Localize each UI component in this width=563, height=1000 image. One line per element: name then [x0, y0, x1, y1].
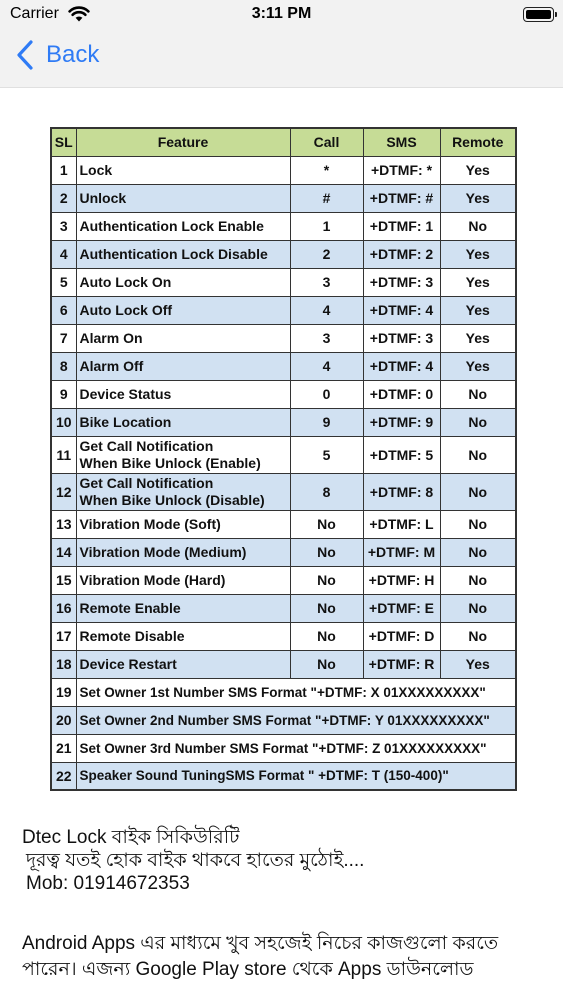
cell-feature: Remote Enable — [76, 594, 290, 622]
cell-remote: No — [440, 473, 516, 510]
cell-call: 9 — [290, 408, 363, 436]
feature-line-2: When Bike Unlock (Enable) — [79, 454, 261, 471]
cell-feature: Vibration Mode (Soft) — [76, 510, 290, 538]
cell-call: 5 — [290, 436, 363, 473]
cell-feature: Alarm On — [76, 324, 290, 352]
cell-remote: No — [440, 538, 516, 566]
cell-sms-format: Set Owner 3rd Number SMS Format "+DTMF: Z 01XXXXXXXXX" — [76, 734, 516, 762]
table-header-row — [51, 128, 516, 156]
cell-remote: No — [440, 212, 516, 240]
cell-sl: 17 — [51, 622, 76, 650]
cell-feature: Auto Lock On — [76, 268, 290, 296]
table-row — [51, 734, 516, 762]
back-button[interactable] — [14, 38, 99, 72]
cell-call: 8 — [290, 473, 363, 510]
carrier-label: Carrier — [10, 5, 59, 22]
cell-feature: Auto Lock Off — [76, 296, 290, 324]
cell-sl: 20 — [51, 706, 76, 734]
cell-sl: 21 — [51, 734, 76, 762]
table-row — [51, 240, 516, 268]
header-feature: Feature — [76, 128, 290, 156]
cell-remote: No — [440, 594, 516, 622]
cell-feature — [76, 473, 290, 510]
table-row — [51, 324, 516, 352]
table-row — [51, 538, 516, 566]
cell-feature — [76, 436, 290, 473]
cell-call: 1 — [290, 212, 363, 240]
cell-sms: +DTMF: D — [363, 622, 440, 650]
cell-remote: Yes — [440, 184, 516, 212]
battery-icon — [523, 7, 554, 22]
cell-sms: +DTMF: 3 — [363, 268, 440, 296]
cell-sl: 10 — [51, 408, 76, 436]
cell-call: 3 — [290, 324, 363, 352]
cell-remote: Yes — [440, 240, 516, 268]
chevron-left-icon — [14, 38, 36, 72]
cell-sms: +DTMF: # — [363, 184, 440, 212]
cell-sl: 12 — [51, 473, 76, 510]
cell-sms: +DTMF: * — [363, 156, 440, 184]
cell-feature: Authentication Lock Disable — [76, 240, 290, 268]
cell-remote: Yes — [440, 352, 516, 380]
cell-sl: 1 — [51, 156, 76, 184]
table-row — [51, 296, 516, 324]
cell-sms: +DTMF: 2 — [363, 240, 440, 268]
table-row — [51, 184, 516, 212]
cell-call: # — [290, 184, 363, 212]
cell-sms: +DTMF: 4 — [363, 296, 440, 324]
cell-sms: +DTMF: 0 — [363, 380, 440, 408]
cell-remote: No — [440, 436, 516, 473]
cell-feature: Alarm Off — [76, 352, 290, 380]
cell-feature: Bike Location — [76, 408, 290, 436]
feature-line-1: Get Call Notification — [79, 474, 214, 491]
cell-sl: 6 — [51, 296, 76, 324]
cell-call: No — [290, 510, 363, 538]
cell-feature: Authentication Lock Enable — [76, 212, 290, 240]
cell-sms: +DTMF: L — [363, 510, 440, 538]
cell-feature: Device Status — [76, 380, 290, 408]
cell-call: 2 — [290, 240, 363, 268]
cell-remote: Yes — [440, 296, 516, 324]
cell-feature: Lock — [76, 156, 290, 184]
cell-feature: Vibration Mode (Hard) — [76, 566, 290, 594]
cell-sms: +DTMF: 1 — [363, 212, 440, 240]
cell-call: No — [290, 650, 363, 678]
cell-sl: 16 — [51, 594, 76, 622]
cell-call: No — [290, 594, 363, 622]
cell-sms: +DTMF: E — [363, 594, 440, 622]
cell-call: No — [290, 566, 363, 594]
cell-sms-format: Set Owner 1st Number SMS Format "+DTMF: X 01XXXXXXXXX" — [76, 678, 516, 706]
cell-call: 4 — [290, 352, 363, 380]
android-apps-text: Android Apps এর মাধ্যমে খুব সহজেই নিচের কাজগুলো করতে পারেন। এজন্য Google Play store থেকে Apps ডাউনলোড — [22, 933, 499, 980]
header-call: Call — [290, 128, 363, 156]
back-label: Back — [46, 41, 100, 68]
cell-sl: 9 — [51, 380, 76, 408]
table-row — [51, 352, 516, 380]
table-row — [51, 622, 516, 650]
cell-call: 3 — [290, 268, 363, 296]
cell-sms: +DTMF: 5 — [363, 436, 440, 473]
cell-call: No — [290, 538, 363, 566]
navigation-bar — [0, 0, 563, 88]
cell-sms: +DTMF: 4 — [363, 352, 440, 380]
cell-remote: Yes — [440, 268, 516, 296]
feature-line-1: Get Call Notification — [79, 437, 214, 454]
cell-sl: 19 — [51, 678, 76, 706]
header-sl: SL — [51, 128, 76, 156]
cell-remote: No — [440, 380, 516, 408]
table-row — [51, 594, 516, 622]
cell-remote: Yes — [440, 324, 516, 352]
table-row — [51, 510, 516, 538]
product-title: Dtec Lock বাইক সিকিউরিটি — [22, 827, 240, 848]
cell-feature: Vibration Mode (Medium) — [76, 538, 290, 566]
cell-sms: +DTMF: R — [363, 650, 440, 678]
cell-sl: 22 — [51, 762, 76, 790]
table-row — [51, 473, 516, 510]
cell-remote: Yes — [440, 650, 516, 678]
cell-sms: +DTMF: 8 — [363, 473, 440, 510]
cell-call: * — [290, 156, 363, 184]
table-row — [51, 706, 516, 734]
cell-sl: 18 — [51, 650, 76, 678]
cell-remote: No — [440, 510, 516, 538]
table-row — [51, 380, 516, 408]
table-row — [51, 650, 516, 678]
mobile-number: Mob: 01914672353 — [26, 873, 190, 894]
cell-feature: Device Restart — [76, 650, 290, 678]
cell-remote: No — [440, 566, 516, 594]
cell-sl: 11 — [51, 436, 76, 473]
cell-sl: 2 — [51, 184, 76, 212]
table-row — [51, 762, 516, 790]
header-sms: SMS — [363, 128, 440, 156]
table-row — [51, 566, 516, 594]
cell-sms-format: Set Owner 2nd Number SMS Format "+DTMF: Y 01XXXXXXXXX" — [76, 706, 516, 734]
feature-table — [50, 127, 517, 791]
product-info — [22, 826, 364, 895]
table-row — [51, 212, 516, 240]
cell-sl: 8 — [51, 352, 76, 380]
cell-sl: 4 — [51, 240, 76, 268]
cell-sl: 5 — [51, 268, 76, 296]
cell-sl: 14 — [51, 538, 76, 566]
table-row — [51, 408, 516, 436]
cell-remote: No — [440, 622, 516, 650]
cell-remote: Yes — [440, 156, 516, 184]
cell-sms: +DTMF: H — [363, 566, 440, 594]
cell-sl: 7 — [51, 324, 76, 352]
cell-sl: 13 — [51, 510, 76, 538]
cell-sms: +DTMF: 3 — [363, 324, 440, 352]
cell-feature: Remote Disable — [76, 622, 290, 650]
cell-call: 4 — [290, 296, 363, 324]
table-row — [51, 436, 516, 473]
status-bar — [0, 0, 563, 30]
cell-call: No — [290, 622, 363, 650]
product-slogan: দূরত্ব যতই হোক বাইক থাকবে হাতের মুঠোই.... — [26, 850, 365, 871]
cell-sl: 3 — [51, 212, 76, 240]
table-row — [51, 678, 516, 706]
cell-sms: +DTMF: M — [363, 538, 440, 566]
feature-line-2: When Bike Unlock (Disable) — [79, 491, 265, 508]
table-row — [51, 268, 516, 296]
table-row — [51, 156, 516, 184]
cell-call: 0 — [290, 380, 363, 408]
status-time: 3:11 PM — [251, 5, 312, 22]
cell-sl: 15 — [51, 566, 76, 594]
header-remote: Remote — [440, 128, 516, 156]
cell-sms-format: Speaker Sound TuningSMS Format " +DTMF: T (150-400)" — [76, 762, 516, 790]
cell-remote: No — [440, 408, 516, 436]
cell-sms: +DTMF: 9 — [363, 408, 440, 436]
cell-feature: Unlock — [76, 184, 290, 212]
